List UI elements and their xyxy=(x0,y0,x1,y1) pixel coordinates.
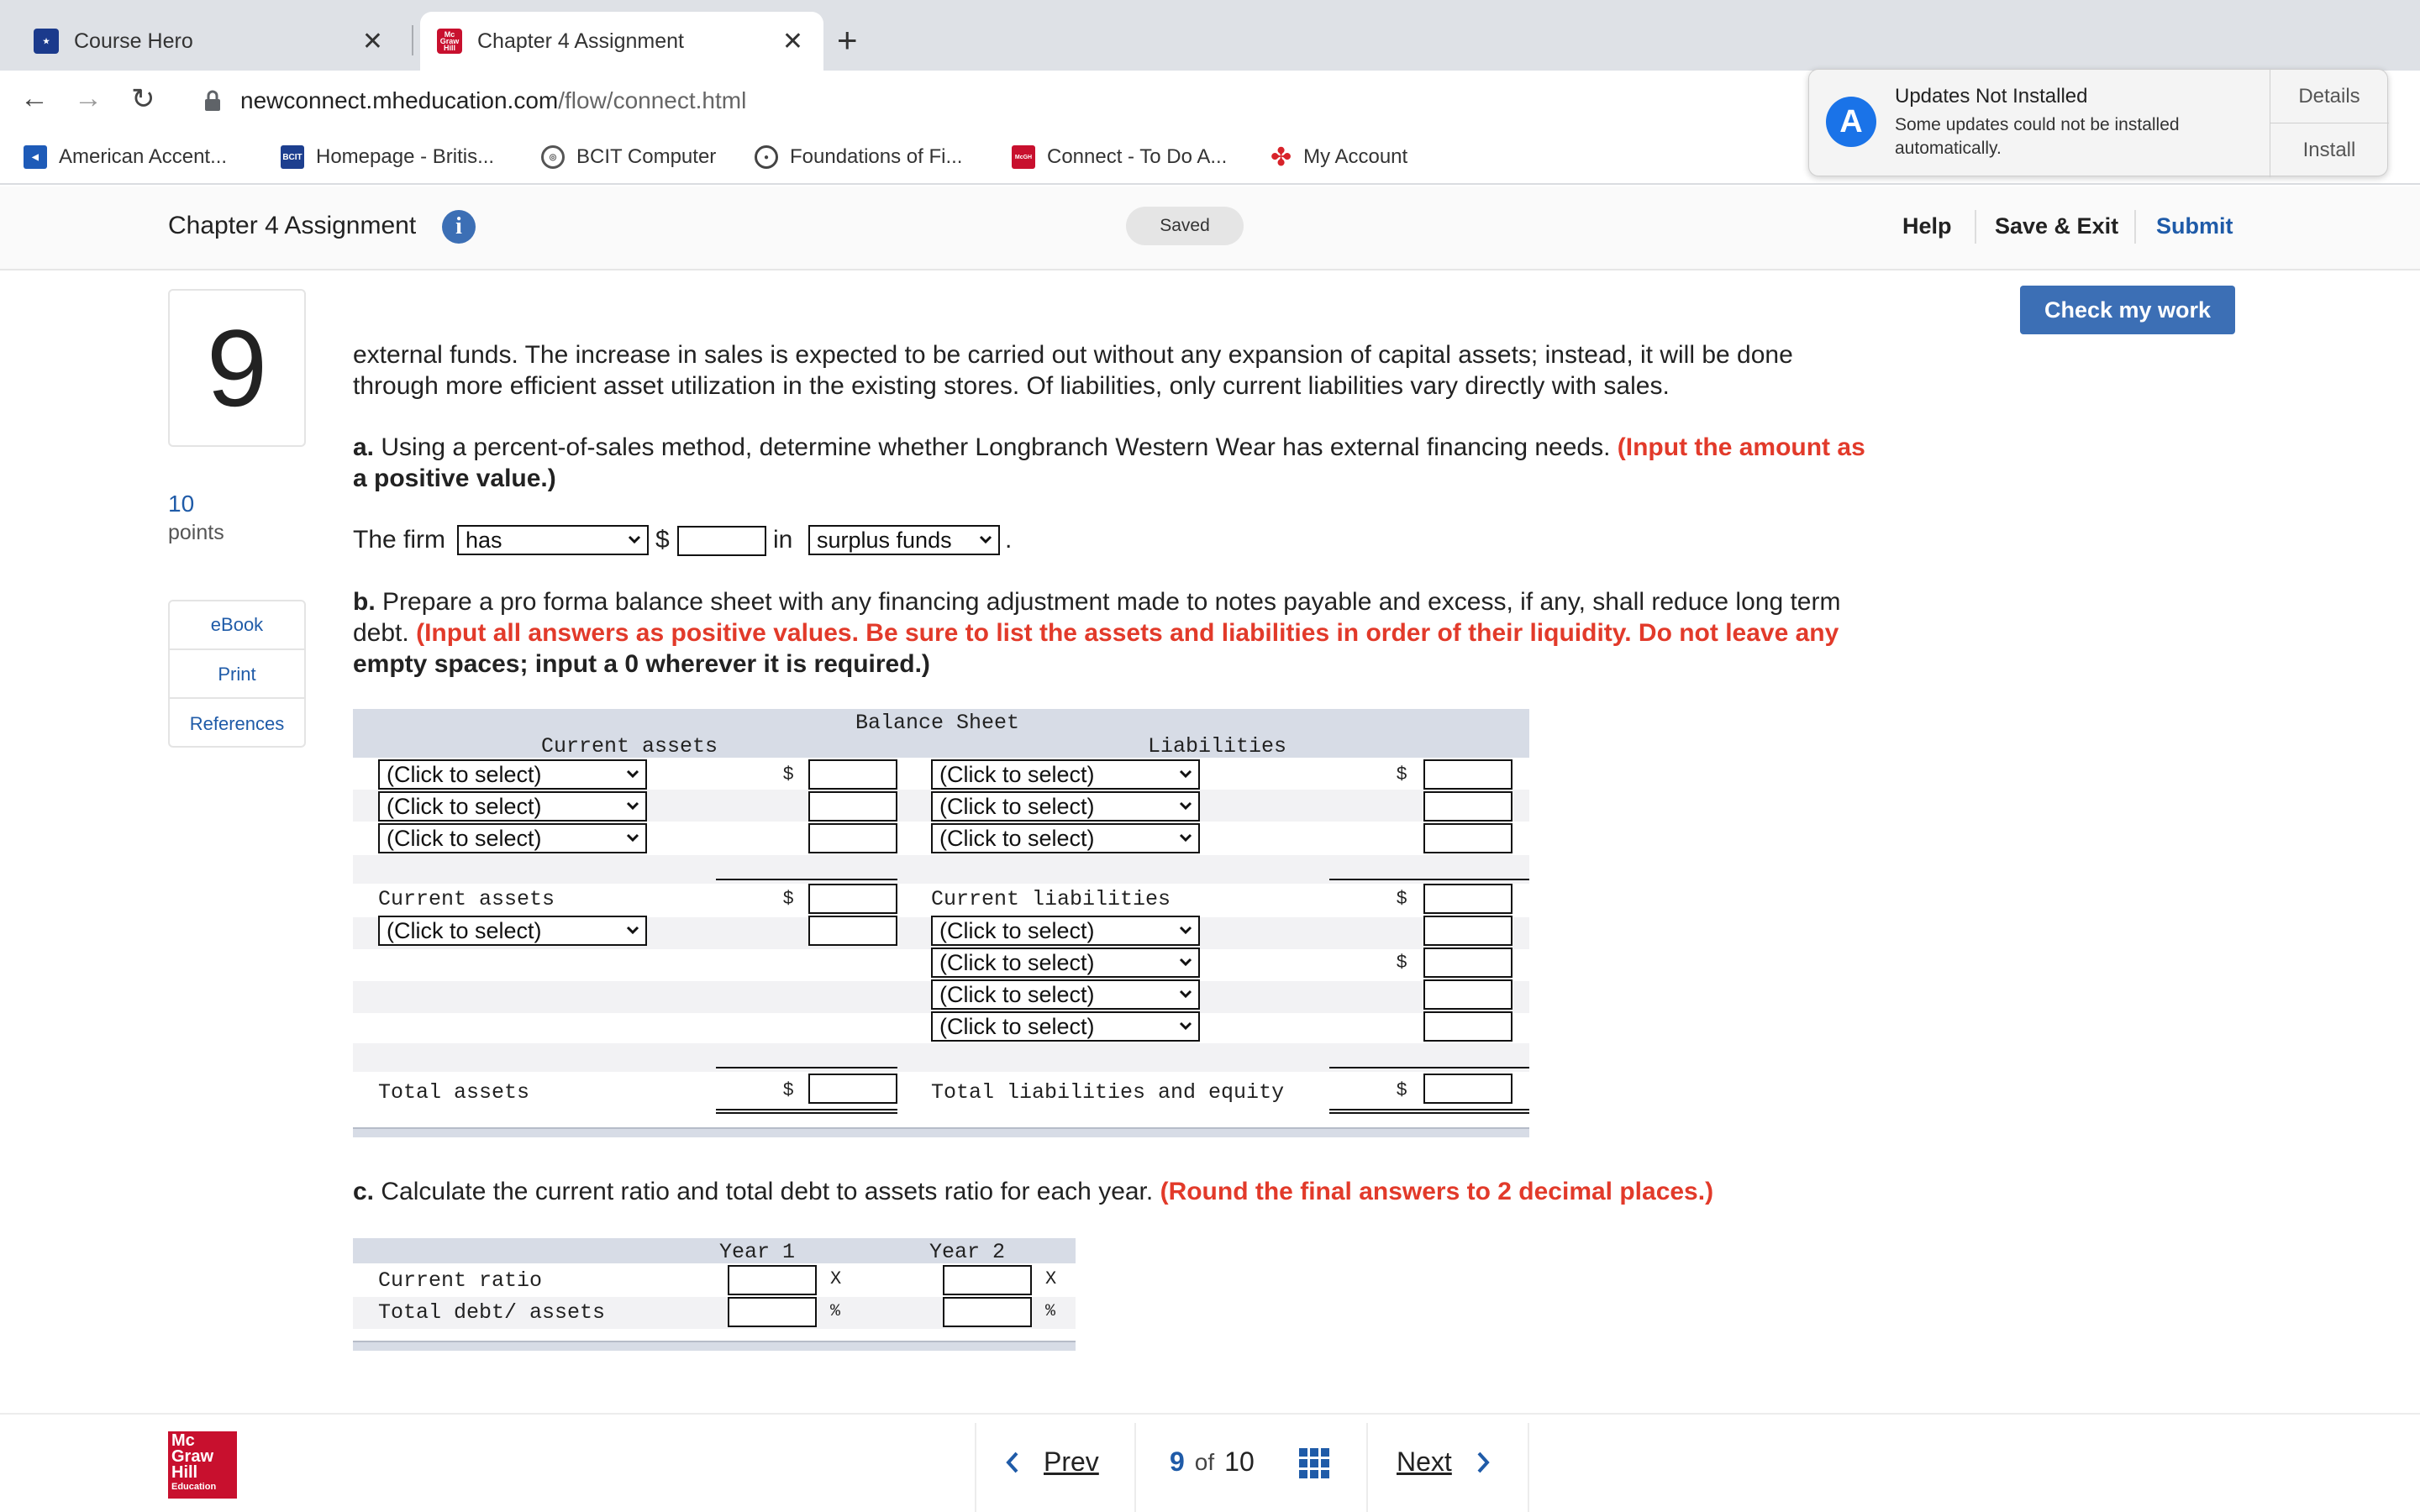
select-value: (Click to select) xyxy=(939,981,1095,1007)
print-link[interactable]: Print xyxy=(170,652,304,699)
bookmark-label: Homepage - Britis... xyxy=(316,145,495,168)
ebook-link[interactable]: eBook xyxy=(170,601,304,650)
liability-select-3[interactable] xyxy=(931,823,1200,853)
bookmark-label: Foundations of Fi... xyxy=(790,145,963,168)
asset-amount-input-3[interactable] xyxy=(808,823,897,853)
next-button[interactable] xyxy=(1397,1446,1492,1478)
chevron-down-icon xyxy=(1178,1018,1193,1033)
subtotal-line xyxy=(716,879,897,880)
part-c-instruction: (Round the final answers to 2 decimal places.) xyxy=(1160,1178,1714,1205)
bookmark-label: American Accent... xyxy=(59,145,228,168)
asset-select-4[interactable] xyxy=(378,916,647,946)
part-b-prompt-line-1 xyxy=(353,586,1840,617)
total-assets-label: Total assets xyxy=(378,1080,530,1105)
logo-line: Graw xyxy=(171,1447,214,1466)
logo-line: Mc xyxy=(171,1431,195,1450)
dollar-sign: $ xyxy=(783,887,794,908)
current-assets-total-input[interactable] xyxy=(808,884,897,914)
liability-amount-input-3[interactable] xyxy=(1423,823,1512,853)
liability-amount-input-6[interactable] xyxy=(1423,979,1512,1010)
chevron-down-icon xyxy=(625,922,640,937)
current-page: 9 xyxy=(1170,1446,1185,1477)
header-divider xyxy=(2134,210,2136,244)
current-ratio-year-1-input[interactable] xyxy=(728,1265,817,1295)
pagination-divider xyxy=(1366,1423,1368,1512)
firm-dollar-sign: $ xyxy=(655,526,670,554)
bookmark-connect-todo[interactable] xyxy=(1012,143,1227,171)
grid-view-icon[interactable] xyxy=(1299,1448,1329,1478)
points-value: 10 xyxy=(168,491,195,517)
resources-panel xyxy=(168,600,306,748)
total-liabilities-equity-label: Total liabilities and equity xyxy=(931,1080,1285,1105)
points-label: points xyxy=(168,521,224,544)
url-field[interactable] xyxy=(178,79,1817,123)
total-pages: 10 xyxy=(1224,1446,1255,1477)
debt-assets-year-2-input[interactable] xyxy=(943,1297,1032,1327)
dollar-sign: $ xyxy=(783,1079,794,1100)
bookmark-american-accent[interactable] xyxy=(24,143,227,171)
tab-title: Course Hero xyxy=(74,29,193,53)
part-a-instruction-2: a positive value.) xyxy=(353,465,556,492)
part-b-text-1: Prepare a pro forma balance sheet with any financing adjustment made to notes payable and excess, if any, shall reduce long term xyxy=(382,588,1841,616)
page-of: of xyxy=(1194,1448,1215,1475)
tab-chapter-4-assignment[interactable] xyxy=(420,12,823,71)
info-icon[interactable]: i xyxy=(442,210,476,244)
american-accent-icon: ◀ xyxy=(24,145,47,169)
bookmark-foundations[interactable] xyxy=(755,143,962,171)
liability-amount-input-7[interactable] xyxy=(1423,1011,1512,1042)
times-symbol: X xyxy=(830,1268,842,1289)
liability-amount-input-2[interactable] xyxy=(1423,791,1512,822)
part-a-instruction-1: (Input the amount as xyxy=(1617,433,1865,461)
select-value: (Click to select) xyxy=(939,1013,1095,1039)
logo-line: Hill xyxy=(171,1463,198,1482)
bookmark-homepage-british[interactable] xyxy=(281,143,494,171)
part-b-letter: b. xyxy=(353,588,376,616)
submit-link[interactable]: Submit xyxy=(2156,213,2233,239)
dollar-sign: $ xyxy=(783,763,794,784)
saved-badge: Saved xyxy=(1126,207,1244,245)
dollar-sign: $ xyxy=(1397,887,1407,908)
asset-amount-input-4[interactable] xyxy=(808,916,897,946)
asset-select-1[interactable] xyxy=(378,759,647,790)
bookmark-label: Connect - To Do A... xyxy=(1047,145,1228,168)
footer-divider xyxy=(0,1413,2420,1415)
liability-amount-input-4[interactable] xyxy=(1423,916,1512,946)
forward-arrow-icon[interactable]: → xyxy=(74,82,103,114)
ratio-table-footer-bar xyxy=(353,1341,1076,1351)
select-value: (Click to select) xyxy=(387,917,542,943)
close-tab-icon[interactable]: ✕ xyxy=(781,27,803,55)
double-underline xyxy=(716,1109,897,1114)
subtotal-line xyxy=(1329,879,1529,880)
intro-line-2: through more efficient asset utilization in the existing stores. Of liabilities, only current liabilities vary directly with sales. xyxy=(353,372,1670,400)
bookmark-label: My Account xyxy=(1303,145,1408,168)
external-financing-amount-input[interactable] xyxy=(677,526,766,556)
globe-icon: ● xyxy=(755,145,778,169)
tab-title: Chapter 4 Assignment xyxy=(477,29,684,53)
part-b-text-2: debt. xyxy=(353,619,409,647)
back-arrow-icon[interactable]: ← xyxy=(20,82,49,114)
percent-symbol: % xyxy=(1045,1302,1056,1321)
reload-icon[interactable]: ↻ xyxy=(131,83,155,115)
select-value: (Click to select) xyxy=(939,949,1095,975)
details-button[interactable]: Details xyxy=(2298,84,2360,108)
bookmark-bcit-computer[interactable] xyxy=(541,143,716,171)
part-b-instruction-1: (Input all answers as positive values. Be sure to list the assets and liabilities in order of their liquidity. Do not leave any xyxy=(416,619,1839,647)
asset-amount-input-2[interactable] xyxy=(808,791,897,822)
tab-course-hero[interactable] xyxy=(17,12,403,71)
maple-leaf-icon: ✤ xyxy=(1270,143,1292,171)
liability-amount-input-1[interactable] xyxy=(1423,759,1512,790)
debt-assets-year-1-input[interactable] xyxy=(728,1297,817,1327)
notification-title: Updates Not Installed xyxy=(1895,85,2088,108)
mcgraw-hill-bookmark-icon: McGH xyxy=(1012,145,1035,169)
dollar-sign: $ xyxy=(1397,763,1407,784)
in-label: in xyxy=(773,526,793,554)
logo-line: Education xyxy=(171,1482,217,1492)
asset-select-2[interactable] xyxy=(378,791,647,822)
total-assets-input[interactable] xyxy=(808,1074,897,1104)
close-tab-icon[interactable]: ✕ xyxy=(361,27,383,55)
url-path: /flow/connect.html xyxy=(558,87,747,113)
mcgraw-hill-favicon-icon: Mc Graw Hill xyxy=(437,29,462,54)
bookmark-label: BCIT Computer xyxy=(576,145,717,168)
year-1-header: Year 1 xyxy=(719,1240,796,1264)
liability-select-4[interactable] xyxy=(931,916,1200,946)
bcit-computer-icon: ◎ xyxy=(541,145,565,169)
select-value: surplus funds xyxy=(817,527,952,553)
current-liabilities-total-input[interactable] xyxy=(1423,884,1512,914)
firm-period: . xyxy=(1005,526,1013,554)
total-line xyxy=(1329,1067,1529,1068)
help-link[interactable]: Help xyxy=(1902,213,1952,239)
select-value: has xyxy=(466,527,502,553)
balance-sheet-title: Balance Sheet xyxy=(855,711,1020,735)
total-line xyxy=(716,1067,897,1068)
part-c-letter: c. xyxy=(353,1178,375,1205)
part-b-instruction-2: empty spaces; input a 0 wherever it is required.) xyxy=(353,650,930,678)
part-b-prompt-line-2 xyxy=(353,617,1839,648)
app-store-icon: A xyxy=(1826,97,1876,147)
firm-prefix: The firm xyxy=(353,526,446,554)
chevron-down-icon xyxy=(1178,830,1193,845)
chevron-down-icon xyxy=(625,798,640,813)
bcit-logo-icon: BCIT xyxy=(281,145,304,169)
select-value: (Click to select) xyxy=(939,917,1095,943)
times-symbol: X xyxy=(1045,1268,1057,1289)
dollar-sign: $ xyxy=(1397,951,1407,972)
select-value: (Click to select) xyxy=(387,825,542,851)
current-assets-label: Current assets xyxy=(378,887,555,911)
tab-divider xyxy=(412,25,413,55)
notification-body: Some updates could not be installed automatically. xyxy=(1895,115,2180,158)
chevron-down-icon xyxy=(1178,986,1193,1001)
liability-select-5[interactable] xyxy=(931,948,1200,978)
chevron-down-icon xyxy=(1178,798,1193,813)
table-footer-bar xyxy=(353,1127,1529,1137)
chevron-down-icon xyxy=(625,766,640,781)
lock-icon xyxy=(203,90,222,112)
updates-notification xyxy=(1808,69,2388,176)
select-value: (Click to select) xyxy=(939,761,1095,787)
asset-amount-input-1[interactable] xyxy=(808,759,897,790)
chevron-down-icon xyxy=(1178,954,1193,969)
chevron-down-icon xyxy=(978,532,993,547)
prev-button[interactable] xyxy=(1003,1446,1099,1478)
current-ratio-year-2-input[interactable] xyxy=(943,1265,1032,1295)
select-value: (Click to select) xyxy=(939,825,1095,851)
chevron-right-icon xyxy=(1474,1450,1492,1475)
year-2-header: Year 2 xyxy=(929,1240,1006,1264)
new-tab-icon[interactable]: + xyxy=(837,20,858,60)
liabilities-header: Liabilities xyxy=(1148,734,1287,759)
part-a-prompt xyxy=(353,432,1865,463)
chevron-left-icon xyxy=(1003,1450,1022,1475)
chevron-down-icon xyxy=(625,830,640,845)
next-label: Next xyxy=(1397,1446,1452,1477)
question-number: 9 xyxy=(168,289,306,447)
current-assets-header: Current assets xyxy=(541,734,718,759)
dollar-sign: $ xyxy=(1397,1079,1407,1100)
asset-select-3[interactable] xyxy=(378,823,647,853)
liability-select-7[interactable] xyxy=(931,1011,1200,1042)
liability-select-1[interactable] xyxy=(931,759,1200,790)
mcgraw-hill-logo xyxy=(168,1431,237,1499)
references-link[interactable]: References xyxy=(189,713,285,734)
part-c-prompt xyxy=(353,1176,1713,1207)
check-my-work-button[interactable]: Check my work xyxy=(2020,286,2235,334)
double-underline xyxy=(1329,1109,1529,1114)
chevron-down-icon xyxy=(1178,922,1193,937)
liability-select-2[interactable] xyxy=(931,791,1200,822)
debt-assets-label: Total debt/ assets xyxy=(378,1300,606,1325)
select-value: (Click to select) xyxy=(387,761,542,787)
pagination-divider xyxy=(1134,1423,1136,1512)
liability-select-6[interactable] xyxy=(931,979,1200,1010)
part-a-letter: a. xyxy=(353,433,375,461)
current-ratio-label: Current ratio xyxy=(378,1268,543,1293)
current-liabilities-label: Current liabilities xyxy=(931,887,1171,911)
install-button[interactable]: Install xyxy=(2302,139,2356,161)
part-a-text: Using a percent-of-sales method, determine whether Longbranch Western Wear has external financing needs. xyxy=(381,433,1611,461)
liability-amount-input-5[interactable] xyxy=(1423,948,1512,978)
funds-type-select[interactable] xyxy=(808,525,1000,555)
prev-label: Prev xyxy=(1044,1446,1099,1477)
header-divider xyxy=(1975,210,1976,244)
assignment-title: Chapter 4 Assignment xyxy=(168,212,417,239)
url-domain: newconnect.mheducation.com xyxy=(240,87,559,113)
page-indicator xyxy=(1170,1446,1255,1478)
save-exit-link[interactable]: Save & Exit xyxy=(1995,213,2119,239)
bookmark-my-account[interactable] xyxy=(1270,143,1407,171)
select-value: (Click to select) xyxy=(939,793,1095,819)
select-value: (Click to select) xyxy=(387,793,542,819)
chevron-down-icon xyxy=(627,532,642,547)
part-c-text: Calculate the current ratio and total debt to assets ratio for each year. xyxy=(381,1178,1154,1205)
firm-has-select[interactable] xyxy=(457,525,649,555)
intro-line-1: external funds. The increase in sales is expected to be carried out without any expansion of capital assets; instead, it will be done xyxy=(353,341,1793,369)
course-hero-favicon-icon: ★ xyxy=(34,29,59,54)
percent-symbol: % xyxy=(830,1302,841,1321)
total-liabilities-equity-input[interactable] xyxy=(1423,1074,1512,1104)
chevron-down-icon xyxy=(1178,766,1193,781)
